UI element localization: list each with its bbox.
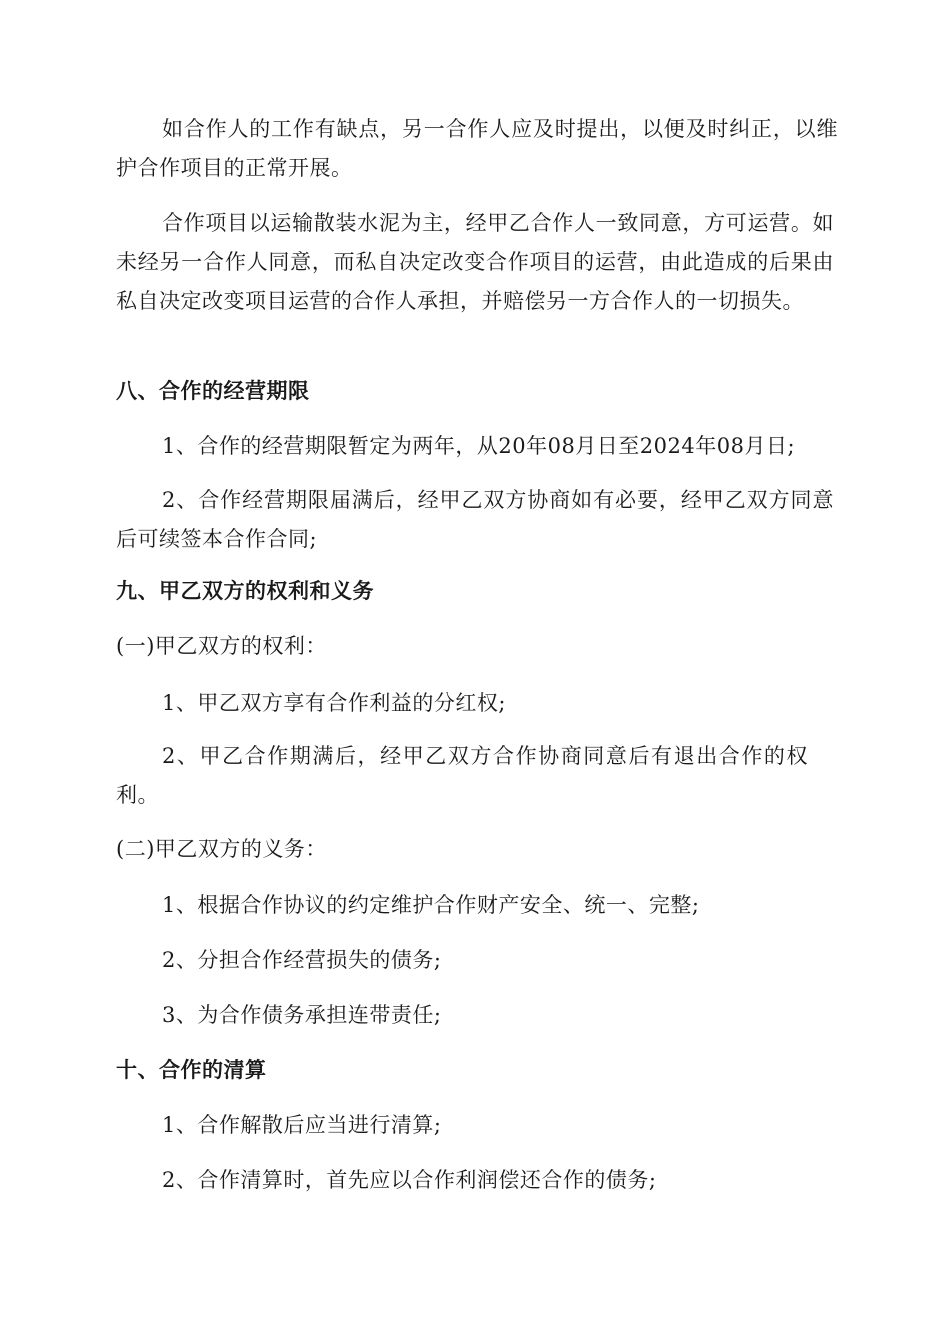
term-item-1: 1、合作的经营期限暂定为两年，从20年08月日至2024年08月日; xyxy=(162,434,796,458)
rights-item-2: 2、甲乙合作期满后，经甲乙双方合作协商同意后有退出合作的权利。 xyxy=(116,744,808,807)
duties-item-2: 2、分担合作经营损失的债务; xyxy=(162,948,442,972)
duties-item-1: 1、根据合作协议的约定维护合作财产安全、统一、完整; xyxy=(162,893,700,917)
rights-item-1: 1、甲乙双方享有合作利益的分红权; xyxy=(162,691,506,715)
section-heading-rights-duties: 九、甲乙双方的权利和义务 xyxy=(116,579,374,603)
liquidation-item-1: 1、合作解散后应当进行清算; xyxy=(162,1113,442,1137)
section-heading-liquidation: 十、合作的清算 xyxy=(116,1058,267,1082)
paragraph-defect-correction: 如合作人的工作有缺点，另一合作人应及时提出，以便及时纠正，以维护合作项目的正常开展。 xyxy=(116,117,838,180)
section-heading-term: 八、合作的经营期限 xyxy=(116,379,310,403)
duties-subheading: (二)甲乙双方的义务： xyxy=(116,837,327,861)
rights-subheading: (一)甲乙双方的权利： xyxy=(116,634,327,658)
liquidation-item-2: 2、合作清算时，首先应以合作利润偿还合作的债务; xyxy=(162,1168,657,1192)
duties-item-3: 3、为合作债务承担连带责任; xyxy=(162,1003,442,1027)
paragraph-project-scope: 合作项目以运输散装水泥为主，经甲乙合作人一致同意，方可运营。如未经另一合作人同意，而私自决定改变合作项目的运营，由此造成的后果由私自决定改变项目运营的合作人承担，并赔偿另一方合作人的一切损失。 xyxy=(116,211,834,313)
term-item-2: 2、合作经营期限届满后，经甲乙双方协商如有必要，经甲乙双方同意后可续签本合作合同; xyxy=(116,488,834,551)
